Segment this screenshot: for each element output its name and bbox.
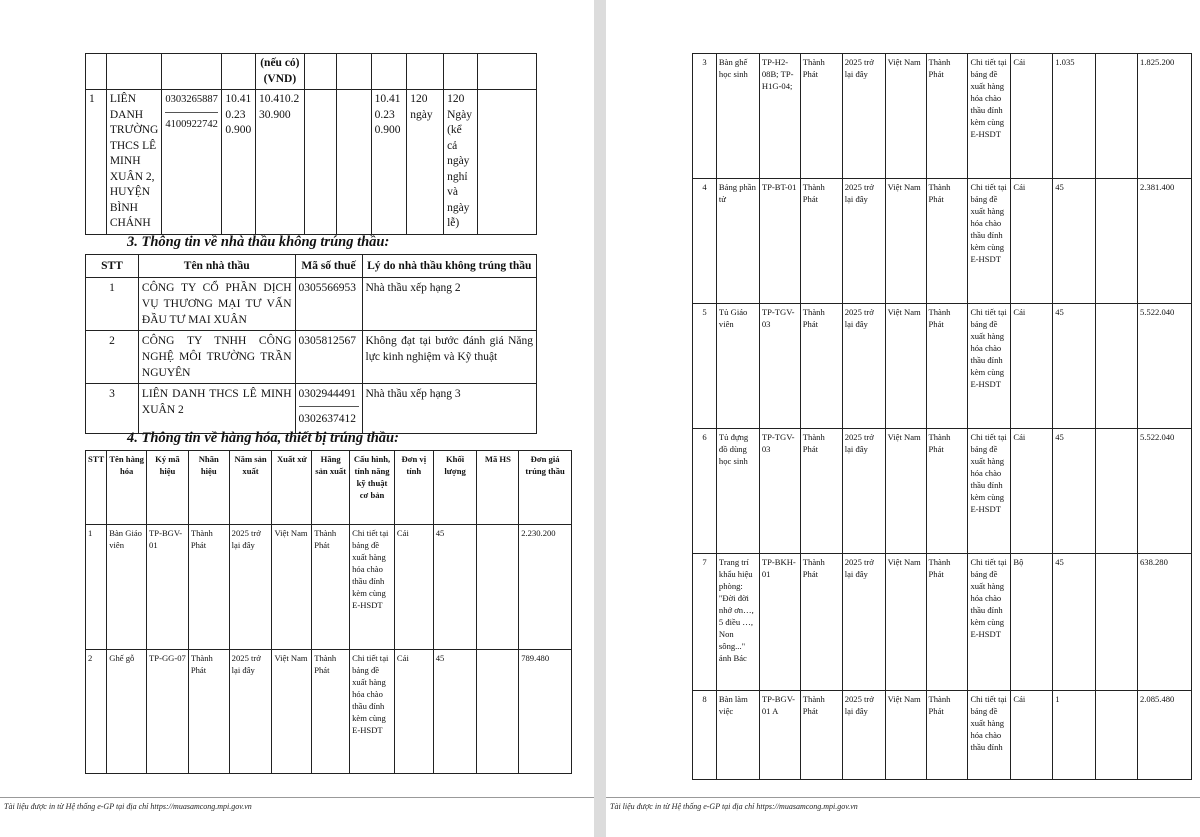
row-tax-code: 0305566953 — [295, 278, 362, 331]
row-stt: 1 — [86, 278, 139, 331]
row-spec: Chi tiết tại bảng đề xuất hàng hóa chào thầu đính kèm cùng E-HSDT — [968, 179, 1011, 304]
row-spec: Chi tiết tại bảng đề xuất hàng hóa chào thầu đính kèm cùng E-HSDT — [968, 54, 1011, 179]
row-code: TP-BKH-01 — [759, 554, 800, 691]
col-bidder-name: Tên nhà thầu — [138, 255, 295, 278]
row-bidder-name: CÔNG TY CỔ PHẦN DỊCH VỤ THƯƠNG MẠI TƯ VẤN ĐẦU TƯ MAI XUÂN — [138, 278, 295, 331]
row-brand: Thành Phát — [800, 554, 842, 691]
table-row — [86, 331, 537, 384]
row-bidder-name: LIÊN DANH THCS LÊ MINH XUÂN 2 — [138, 384, 295, 434]
document-page-left — [0, 0, 594, 837]
row-origin: Việt Nam — [885, 554, 926, 691]
table-row — [693, 554, 1192, 691]
row-origin: Việt Nam — [885, 54, 926, 179]
row-spec: Chi tiết tại bảng đề xuất hàng hóa chào thầu đính kèm cùng E-HSDT — [350, 525, 395, 650]
row-stt: 2 — [86, 650, 107, 774]
row-spec: Chi tiết tại bảng đề xuất hàng hóa chào thầu đính kèm cùng E-HSDT — [968, 304, 1011, 429]
row-code: TP-TGV-03 — [759, 304, 800, 429]
row-origin: Việt Nam — [272, 525, 312, 650]
row-unit-price: 5.522.040 — [1137, 304, 1191, 429]
row-quantity: 45 — [1053, 429, 1096, 554]
row-maker: Thành Phát — [926, 179, 968, 304]
row-stt: 2 — [86, 331, 139, 384]
footer-divider — [0, 797, 594, 798]
row-item-name: Tủ đựng đồ dùng học sinh — [716, 429, 759, 554]
col-code: Ký mã hiệu — [147, 451, 189, 525]
row-stt: 6 — [693, 429, 717, 554]
row-tax-code-2: 0302637412 — [299, 406, 359, 427]
winner-tax-1: 0303265887 — [165, 94, 218, 105]
row-quantity: 45 — [1053, 554, 1096, 691]
row-item-name: Bàn ghế học sinh — [716, 54, 759, 179]
col-quantity: Khối lượng — [433, 451, 477, 525]
row-quantity: 45 — [433, 650, 477, 774]
row-brand: Thành Phát — [800, 54, 842, 179]
winner-final-price: 10.410.230.900 — [371, 90, 407, 235]
page-footer: Tài liệu được in từ Hệ thống e-GP tại địa chỉ https://muasamcong.mpi.gov.vn — [4, 802, 252, 811]
goods-header-row — [86, 451, 572, 525]
row-origin: Việt Nam — [885, 179, 926, 304]
row-spec: Chi tiết tại bảng đề xuất hàng hóa chào thầu đính kèm cùng E-HSDT — [350, 650, 395, 774]
row-origin: Việt Nam — [885, 691, 926, 780]
table-row — [693, 429, 1192, 554]
col-reason: Lý do nhà thầu không trúng thầu — [362, 255, 537, 278]
col-unit-price: Đơn giá trúng thầu — [519, 451, 572, 525]
table-row — [86, 650, 572, 774]
row-spec: Chi tiết tại bảng đề xuất hàng hóa chào thầu đính kèm cùng E-HSDT — [968, 429, 1011, 554]
col-tax-code: Mã số thuế — [295, 255, 362, 278]
row-brand: Thành Phát — [800, 179, 842, 304]
row-stt: 5 — [693, 304, 717, 429]
row-brand: Thành Phát — [800, 691, 842, 780]
row-hs-code — [1096, 691, 1138, 780]
row-unit: Cái — [1011, 691, 1053, 780]
row-brand: Thành Phát — [188, 525, 229, 650]
row-tax-code: 0305812567 — [295, 331, 362, 384]
row-reason: Không đạt tại bước đánh giá Năng lực kinh nghiệm và Kỹ thuật — [362, 331, 537, 384]
row-quantity: 45 — [433, 525, 477, 650]
table-row — [86, 384, 537, 434]
section-3-title: 3. Thông tin về nhà thầu không trúng thầu: — [127, 234, 390, 250]
row-hs-code — [1096, 179, 1138, 304]
row-maker: Thành Phát — [312, 650, 350, 774]
row-brand: Thành Phát — [800, 304, 842, 429]
table-row — [693, 691, 1192, 780]
table-row — [693, 54, 1192, 179]
row-spec: Chi tiết tại bảng đề xuất hàng hóa chào thầu đính — [968, 691, 1011, 780]
col-unit: Đơn vị tính — [394, 451, 433, 525]
row-quantity: 1 — [1053, 691, 1096, 780]
table-row — [86, 278, 537, 331]
winner-bid-price-2: 10.410.230.900 — [255, 90, 304, 235]
losing-bidders-table — [85, 254, 537, 434]
row-unit: Cái — [1011, 304, 1053, 429]
row-stt: 3 — [86, 384, 139, 434]
row-stt: 4 — [693, 179, 717, 304]
row-unit: Cái — [394, 525, 433, 650]
row-year: 2025 trở lại đây — [229, 525, 272, 650]
row-unit-price: 2.085.480 — [1137, 691, 1191, 780]
col-spec: Cấu hình, tính năng kỹ thuật cơ bản — [350, 451, 395, 525]
row-code: TP-H2-08B; TP-H1G-04; — [759, 54, 800, 179]
row-maker: Thành Phát — [926, 691, 968, 780]
table-row — [86, 525, 572, 650]
row-origin: Việt Nam — [272, 650, 312, 774]
row-reason: Nhà thầu xếp hạng 3 — [362, 384, 537, 434]
row-hs-code — [477, 525, 519, 650]
row-brand: Thành Phát — [800, 429, 842, 554]
winner-stt: 1 — [86, 90, 107, 235]
winner-duration: 120 ngày — [407, 90, 444, 235]
row-brand: Thành Phát — [188, 650, 229, 774]
row-unit: Cái — [394, 650, 433, 774]
row-stt: 8 — [693, 691, 717, 780]
row-origin: Việt Nam — [885, 429, 926, 554]
row-unit-price: 638.280 — [1137, 554, 1191, 691]
col-hs-code: Mã HS — [477, 451, 519, 525]
row-year: 2025 trở lại đây — [842, 429, 885, 554]
col-year: Năm sản xuất — [229, 451, 272, 525]
row-hs-code — [1096, 554, 1138, 691]
page-footer: Tài liệu được in từ Hệ thống e-GP tại địa chỉ https://muasamcong.mpi.gov.vn — [610, 802, 858, 811]
row-maker: Thành Phát — [926, 54, 968, 179]
row-hs-code — [1096, 304, 1138, 429]
row-quantity: 45 — [1053, 179, 1096, 304]
goods-table-left — [85, 450, 572, 774]
winner-duration-note: 120 Ngày (kể cả ngày nghỉ và ngày lễ) — [444, 90, 478, 235]
row-stt: 3 — [693, 54, 717, 179]
row-origin: Việt Nam — [885, 304, 926, 429]
row-unit-price: 2.230.200 — [519, 525, 572, 650]
row-item-name: Bàn Giáo viên — [107, 525, 147, 650]
row-reason: Nhà thầu xếp hạng 2 — [362, 278, 537, 331]
row-spec: Chi tiết tại bảng đề xuất hàng hóa chào thầu đính kèm cùng E-HSDT — [968, 554, 1011, 691]
col-maker: Hãng sản xuất — [312, 451, 350, 525]
winner-bid-price: 10.410.230.900 — [222, 90, 256, 235]
footer-divider — [606, 797, 1200, 798]
row-item-name: Bảng phần tử — [716, 179, 759, 304]
row-item-name: Ghế gỗ — [107, 650, 147, 774]
col-brand: Nhãn hiệu — [188, 451, 229, 525]
row-year: 2025 trở lại đây — [842, 304, 885, 429]
row-unit: Cái — [1011, 179, 1053, 304]
row-unit: Bộ — [1011, 554, 1053, 691]
winner-tax-2: 4100922742 — [165, 112, 218, 133]
row-code: TP-GG-07 — [147, 650, 189, 774]
row-year: 2025 trở lại đây — [842, 554, 885, 691]
row-year: 2025 trở lại đây — [842, 54, 885, 179]
row-unit-price: 1.825.200 — [1137, 54, 1191, 179]
row-hs-code — [1096, 429, 1138, 554]
row-year: 2025 trở lại đây — [229, 650, 272, 774]
col-stt: STT — [86, 451, 107, 525]
col-origin: Xuất xứ — [272, 451, 312, 525]
row-unit: Cái — [1011, 429, 1053, 554]
row-quantity: 1.035 — [1053, 54, 1096, 179]
row-tax-code: 0302944491 — [298, 388, 357, 400]
row-year: 2025 trở lại đây — [842, 179, 885, 304]
row-maker: Thành Phát — [926, 304, 968, 429]
row-item-name: Bàn làm việc — [716, 691, 759, 780]
row-maker: Thành Phát — [312, 525, 350, 650]
goods-table-right — [692, 53, 1192, 780]
row-hs-code — [1096, 54, 1138, 179]
table-row — [693, 179, 1192, 304]
row-unit-price: 5.522.040 — [1137, 429, 1191, 554]
row-unit: Cái — [1011, 54, 1053, 179]
row-code: TP-BGV-01 A — [759, 691, 800, 780]
row-stt: 7 — [693, 554, 717, 691]
col-item-name: Tên hàng hóa — [107, 451, 147, 525]
document-page-right — [606, 0, 1200, 837]
winner-table — [85, 53, 537, 235]
row-quantity: 45 — [1053, 304, 1096, 429]
row-stt: 1 — [86, 525, 107, 650]
row-year: 2025 trở lại đây — [842, 691, 885, 780]
row-code: TP-TGV-03 — [759, 429, 800, 554]
row-hs-code — [477, 650, 519, 774]
table-row — [693, 304, 1192, 429]
row-item-name: Trang trí khẩu hiệu phòng: "Đời đời nhớ ơn…, 5 điều …, Non sông..." ảnh Bác — [716, 554, 759, 691]
row-unit-price: 789.480 — [519, 650, 572, 774]
row-unit-price: 2.381.400 — [1137, 179, 1191, 304]
header-fragment: (nếu có) (VND) — [255, 54, 304, 90]
row-code: TP-BGV-01 — [147, 525, 189, 650]
winner-name: LIÊN DANH TRƯỜNG THCS LÊ MINH XUÂN 2, HUYỆN BÌNH CHÁNH — [106, 90, 162, 235]
section-4-title: 4. Thông tin về hàng hóa, thiết bị trúng thầu: — [127, 430, 399, 446]
col-stt: STT — [86, 255, 139, 278]
row-maker: Thành Phát — [926, 429, 968, 554]
row-maker: Thành Phát — [926, 554, 968, 691]
row-code: TP-BT-01 — [759, 179, 800, 304]
row-item-name: Tủ Giáo viên — [716, 304, 759, 429]
row-bidder-name: CÔNG TY TNHH CÔNG NGHỆ MÔI TRƯỜNG TRẦN NGUYÊN — [138, 331, 295, 384]
